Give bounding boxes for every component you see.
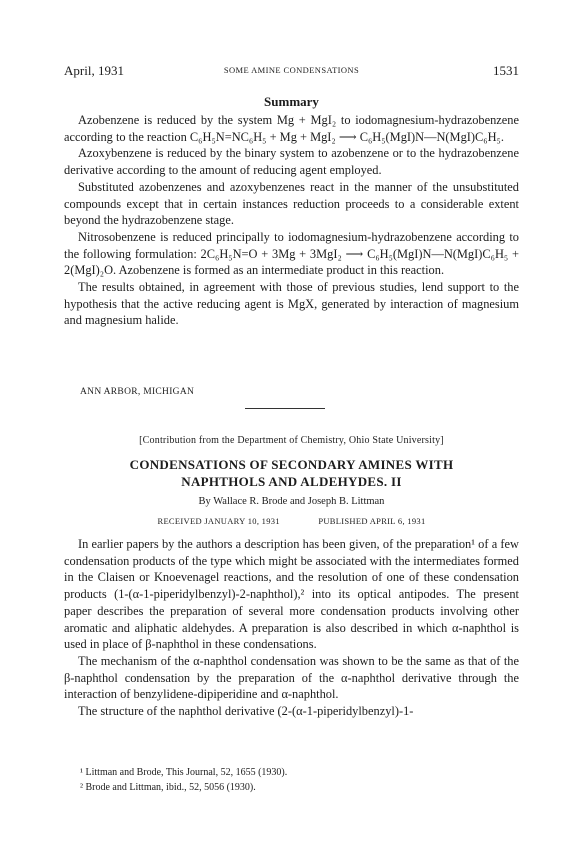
summary-paragraph-2: Azoxybenzene is reduced by the binary system to azobenzene or to the hydrazobenzene derivative according to the amount of reducing agent employed. [64,146,519,178]
contribution-line: [Contribution from the Department of Chemistry, Ohio State University] [139,435,444,446]
summary-paragraph-1: Azobenzene is reduced by the system Mg + MgI₂ to iodomagnesium-hydrazobenzene according to the reaction C₆H₅N=NC₆H₅ + Mg + MgI₂ ⟶ C₆H₅(MgI)N—N(MgI)C₆H₅. [64,113,519,144]
header-date: April, 1931 [64,63,124,78]
article-title-line-2: NAPHTHOLS AND ALDEHYDES. II [181,474,402,489]
footnote-1: ¹ Littman and Brode, This Journal, 52, 1655 (1930). [80,767,288,778]
article-paragraph-1: In earlier papers by the authors a description has been given, of the preparation¹ of a few condensation products of the type which might be associated with the intermediates formed in the Claisen or Knoevenagel reactions, and the resolution of one of these condensation products (1-(α-1-piperidylbenzyl)-2-naphthol),² into its optical antipodes. The present paper describes the preparation of several more condensation products involving other aromatic and aliphatic aldehydes. A preparation is also described in which α-naphthol is used in place of β-naphthol in these condensations. [64,537,519,652]
article-body [64,536,519,720]
section-divider [245,408,325,409]
article-dates [64,516,519,526]
author-location: ANN ARBOR, MICHIGAN [80,387,195,397]
article-title-line-1: CONDENSATIONS OF SECONDARY AMINES WITH [129,457,454,472]
summary-paragraph-4: Nitrosobenzene is reduced principally to iodomagnesium-hydrazobenzene according to the following formulation: 2C₆H₅N=O + 3Mg + 3MgI₂ ⟶ C₆H₅(MgI)N—N(MgI)C₆H₅ + 2(MgI)₂O. Azobenzene is formed as an intermediate product in this reaction. [64,229,519,278]
article-title [64,456,519,490]
article-paragraph-3: The structure of the naphthol derivative (2-(α-1-piperidylbenzyl)-1- [78,704,414,719]
running-header [64,63,519,81]
received-date: RECEIVED JANUARY 10, 1931 [157,516,280,526]
summary-paragraph-5: The results obtained, in agreement with those of previous studies, lend support to the hypothesis that the active reducing agent is MgX, generated by interaction of magnesium and magnesium halide. [64,280,519,328]
footnote-2: ² Brode and Littman, ibid., 52, 5056 (1930). [80,782,256,793]
header-page-number: 1531 [493,63,519,78]
summary-body [64,112,519,329]
article-byline: By Wallace R. Brode and Joseph B. Littman [198,496,385,507]
summary-heading: Summary [264,94,319,109]
article-paragraph-2: The mechanism of the α-naphthol condensation was shown to be the same as that of the β-naphthol condensation by the preparation of the α-naphthol derivative through the interaction of benzylidene-dipiperidine and α-naphthol. [64,653,519,702]
published-date: PUBLISHED APRIL 6, 1931 [318,516,426,526]
header-running-title: SOME AMINE CONDENSATIONS [223,65,360,75]
summary-paragraph-3: Substituted azobenzenes and azoxybenzenes react in the manner of the unsubstituted compounds except that in certain instances reduction proceeds to a considerable extent beyond the hydrazobenzene stage. [64,179,519,228]
